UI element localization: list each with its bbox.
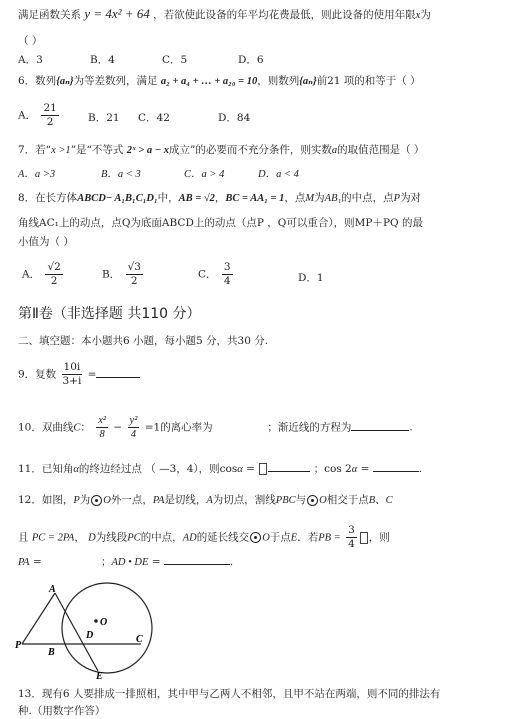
text: ；: [100, 556, 112, 568]
text: 相交于点: [326, 494, 369, 506]
variable: α: [237, 464, 243, 475]
text: 10．双曲线: [18, 421, 74, 434]
fraction: [45, 261, 62, 288]
denominator: 4: [130, 429, 137, 440]
text: ，若欲使此设备的年平均花费最低，则此设备的使用年限: [153, 9, 416, 21]
text: 6．数列: [18, 75, 57, 87]
numerator: 10i: [63, 361, 81, 373]
variable: C: [385, 495, 393, 506]
text: .: [229, 556, 234, 568]
option-a: A．a >3: [18, 169, 56, 180]
text: ，: [214, 192, 226, 204]
option-d: D．1: [298, 272, 324, 284]
text: 为线段: [95, 531, 128, 544]
label-e: E: [96, 671, 103, 680]
text: =: [242, 463, 259, 475]
variable: M: [305, 193, 315, 204]
equation: PC = 2PA: [31, 532, 75, 544]
option-c: C．42: [138, 112, 170, 124]
text: 的取值范围是（ ）: [337, 144, 425, 156]
length: BC = AA₁ = 1: [225, 193, 285, 204]
placeholder-box: [259, 463, 267, 475]
option-b: B．4: [90, 54, 115, 66]
circle-o: [62, 583, 152, 673]
condition: a₂ + a₄ + … + a₂₀ = 10: [160, 76, 258, 87]
operator: −: [113, 421, 123, 434]
question-12-line-2: [18, 524, 390, 551]
text: 为: [79, 494, 91, 506]
variable: D: [88, 532, 96, 544]
label: C．: [198, 268, 217, 281]
answer-blank[interactable]: [96, 366, 140, 378]
variable: x: [415, 10, 421, 21]
variable: E: [290, 532, 298, 544]
text: ：: [80, 421, 91, 434]
text: .: [418, 463, 423, 475]
variable: A: [206, 495, 213, 506]
label-a: A: [49, 584, 56, 595]
text: 是切线，: [164, 494, 207, 506]
variable: P: [393, 193, 401, 204]
option-d: D．a < 4: [258, 169, 299, 180]
text: 的中点，点: [341, 192, 394, 204]
denominator: 8: [99, 429, 105, 440]
text: 满足函数关系: [18, 9, 81, 21]
text: 为: [314, 192, 325, 204]
numerator: 3: [223, 261, 231, 273]
question-8-line-2: 角线AC₁上的动点，点Q为底面ABCD上的动点（点P ，Q可以重合），则MP＋PQ 的最: [18, 217, 423, 229]
question-13: 13．现有6 人要排成一排照相，其中甲与乙两人不相邻，且甲不站在两端，则不同的排法有: [18, 688, 441, 700]
text: =: [148, 556, 164, 568]
text: 外一点，: [110, 494, 153, 506]
question-8-line-3: 小值为（ ）: [18, 236, 74, 248]
text: 的中点，: [140, 531, 183, 544]
formula: y = 4x² + 64: [84, 6, 150, 21]
text: =: [87, 368, 97, 381]
text: 为等差数列，满足: [73, 75, 158, 87]
variable: O: [262, 532, 270, 544]
solid: ABCD− A₁B₁C₁D₁: [77, 193, 158, 204]
text: 为切点，割线: [212, 494, 276, 506]
numerator: √2: [47, 261, 61, 273]
numerator: x²: [98, 415, 107, 426]
sequence: {aₙ}: [299, 76, 317, 87]
text: ，则: [368, 531, 390, 544]
numerator: 3: [348, 524, 355, 536]
numerator: 21: [43, 102, 57, 114]
question-11: [18, 460, 422, 477]
answer-blank[interactable]: [351, 419, 409, 431]
segment: PA: [152, 495, 165, 506]
fraction: [346, 524, 357, 551]
text: 12．如图，: [18, 494, 74, 506]
denominator: 3+i: [62, 375, 82, 387]
option-b: [102, 261, 145, 288]
text: =1: [144, 421, 161, 434]
text: ，点: [284, 192, 306, 204]
text: 成立”的必要而不充分条件，则实数: [168, 144, 332, 156]
tangent-pa: [22, 593, 55, 644]
text: ；渐近线的方程为: [267, 421, 352, 434]
option-a: [22, 261, 65, 288]
text: 中，: [157, 192, 179, 204]
question-8: [18, 191, 421, 206]
option-b: B．21: [88, 112, 120, 124]
question-10: [18, 414, 413, 441]
text: ，则数列: [257, 75, 300, 87]
variable: P: [73, 495, 80, 506]
text: ”是“不等式: [70, 144, 124, 156]
geometry-figure: [12, 580, 162, 680]
option-a: [18, 102, 61, 129]
answer-blank[interactable]: [373, 460, 419, 472]
text: 前21 项的和等于（ ）: [316, 75, 421, 87]
option-c: C．5: [162, 54, 188, 66]
placeholder-box: [360, 532, 368, 544]
denominator: 2: [130, 275, 138, 287]
variable: α: [351, 464, 358, 475]
center-dot: [94, 619, 98, 623]
question-13-line-2: 种.（用数字作答）: [18, 705, 106, 717]
sequence: {aₙ}: [56, 76, 74, 87]
denominator: 2: [50, 275, 58, 287]
fraction: [41, 102, 58, 129]
segment: AD: [182, 532, 197, 544]
option-b: B．a < 3: [101, 169, 141, 180]
label: B．: [102, 268, 121, 281]
text: ，: [74, 531, 85, 544]
denominator: 4: [348, 538, 355, 550]
text: 为: [420, 9, 431, 21]
label-c: C: [136, 634, 143, 645]
variable: C: [73, 422, 81, 434]
option-d: D．6: [238, 54, 264, 66]
label-d: D: [86, 630, 94, 641]
label-o: O: [100, 617, 108, 628]
circle-dot-icon: [250, 532, 261, 543]
text: 9．复数: [18, 368, 57, 381]
condition: x >1: [51, 145, 71, 156]
text: 且: [18, 531, 29, 544]
text: 的终边经过点 （ —3，4），则cos: [78, 463, 238, 475]
variable: O: [319, 495, 327, 506]
fraction: [126, 261, 143, 288]
text: 与: [295, 494, 307, 506]
fraction: [222, 261, 233, 288]
variable: a: [331, 145, 338, 156]
label: A．: [22, 268, 41, 281]
answer-blank[interactable]: [164, 553, 230, 565]
question-9: [18, 361, 140, 388]
fraction: [62, 361, 83, 388]
label: A．: [18, 109, 37, 122]
text: 的离心率为: [160, 421, 213, 434]
variable: B: [368, 495, 376, 506]
question-12-line-3: [18, 553, 233, 570]
answer-paren: （ ）: [18, 35, 43, 47]
equation: PB =: [318, 532, 341, 544]
option-c: C．a > 4: [184, 169, 225, 180]
label-b: B: [48, 647, 55, 658]
text: 于点: [269, 531, 291, 544]
option-a: A．3: [18, 54, 43, 66]
denominator: 4: [223, 275, 231, 287]
text: ；cos 2: [313, 463, 352, 475]
segment: AB₁: [324, 193, 342, 204]
text: 为对: [400, 192, 422, 204]
problem-text-line: [18, 7, 431, 23]
text: =: [29, 556, 45, 568]
question-12: [18, 493, 393, 508]
segment: PBC: [275, 495, 296, 506]
option-d: D．84: [218, 112, 251, 124]
text: =: [357, 463, 373, 475]
section-desc: 二、填空题：本小题共6 小题，每小题5 分，共30 分.: [18, 335, 269, 347]
text: 8．在长方体: [18, 192, 78, 204]
fraction: [128, 414, 140, 441]
label-p: P: [15, 640, 22, 651]
question-7: [18, 143, 424, 158]
expression: AD • DE: [111, 557, 149, 568]
circle-dot-icon: [91, 495, 102, 506]
denominator: 2: [46, 116, 54, 128]
segment: PC: [127, 532, 141, 544]
text: 7．若“: [18, 144, 52, 156]
variable: α: [73, 464, 79, 475]
length: AB = √2: [178, 193, 215, 204]
text: 的延长线交: [196, 531, 250, 544]
section-title: 第Ⅱ卷（非选择题 共110 分）: [18, 306, 201, 322]
circle-dot-icon: [307, 495, 318, 506]
answer-blank[interactable]: [268, 460, 310, 472]
question-6: [18, 74, 421, 89]
text: 、: [375, 494, 386, 506]
numerator: √3: [127, 261, 141, 273]
variable: O: [103, 495, 111, 506]
numerator: y²: [129, 415, 138, 426]
text: .: [409, 421, 413, 434]
segment: PA: [18, 557, 30, 568]
text: ．若: [297, 531, 319, 544]
fraction: [96, 414, 108, 441]
option-c: [198, 261, 235, 288]
text: 11．已知角: [18, 463, 74, 475]
inequality: 2ˣ > a − x: [126, 145, 169, 156]
